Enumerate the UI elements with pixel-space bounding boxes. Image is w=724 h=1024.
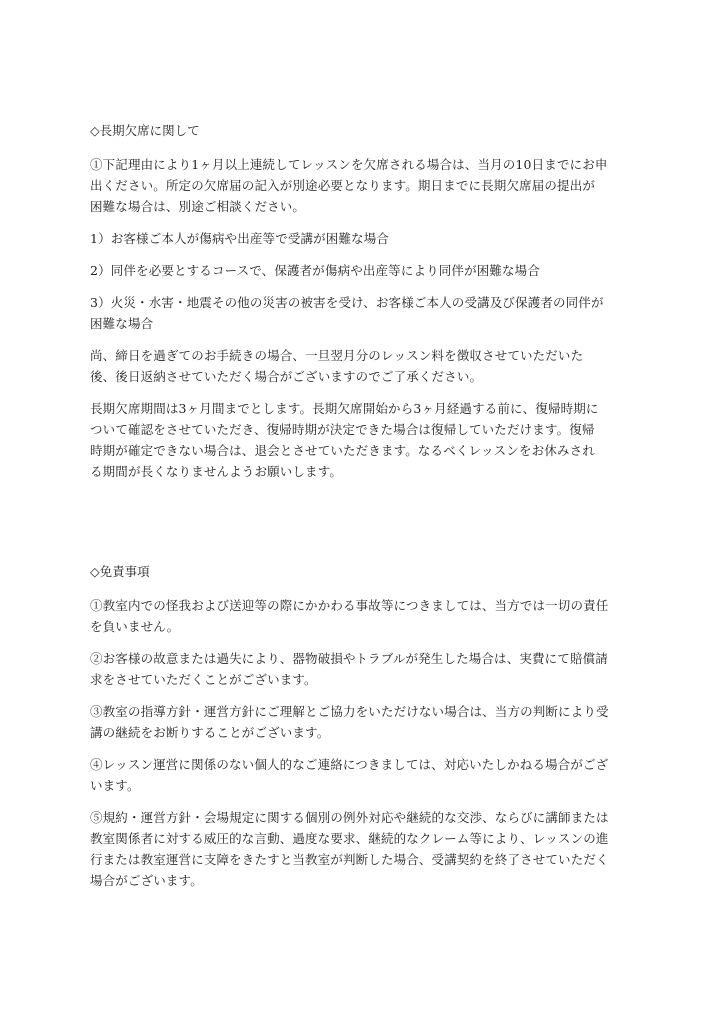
paragraph (90, 154, 646, 217)
paragraph-line: ②お客様の故意または過失により、器物破損やトラブルが発生した場合は、実費にて賠償請 (90, 651, 608, 666)
paragraph (90, 345, 646, 387)
paragraph-line: 3）火災・水害・地震その他の災害の被害を受け、お客様ご本人の受講及び保護者の同伴が (90, 295, 604, 310)
paragraph-line: 場合がございます。 (90, 873, 203, 888)
paragraph-line: を負いません。 (90, 619, 180, 634)
paragraph (90, 260, 646, 281)
paragraph (90, 292, 646, 334)
paragraph-line: 講の継続をお断りすることがございます。 (90, 725, 330, 740)
paragraph-line: 求をさせていただくことがございます。 (90, 672, 317, 687)
paragraph-line: 教室関係者に対する威圧的な言動、過度な要求、継続的なクレーム等により、レッスンの進 (90, 831, 609, 846)
paragraph-line: ①教室内での怪我および送迎等の際にかかわる事故等につきましては、当方では一切の責任 (90, 598, 609, 613)
paragraph-line: 困難な場合は、別途ご相談ください。 (90, 199, 306, 214)
paragraph-line: ④レッスン運営に関係のない個人的なご連絡につきましては、対応いたしかねる場合がござ (90, 757, 609, 772)
paragraph-line: います。 (90, 778, 140, 793)
paragraph-line: 尚、締日を過ぎてのお手続きの場合、一旦翌月分のレッスン料を徴収させていただいた (90, 348, 584, 363)
paragraph-line: 出ください。所定の欠席届の記入が別途必要となります。期日までに長期欠席届の提出が (90, 178, 596, 193)
paragraph (90, 648, 646, 690)
disclaimer-paragraphs (90, 595, 646, 891)
long-absence-paragraphs (90, 154, 646, 482)
paragraph (90, 807, 646, 891)
paragraph-line: 2）同伴を必要とするコースで、保護者が傷病や出産等により同伴が困難な場合 (90, 263, 540, 278)
paragraph-line: ついて確認をさせていただき、復帰時期が決定できた場合は復帰していただけます。復帰 (90, 422, 595, 437)
paragraph (90, 754, 646, 796)
long-absence-section (90, 122, 646, 493)
paragraph-line: 時期が確定できない場合は、退会とさせていただきます。なるべくレッスンをお休みされ (90, 443, 595, 458)
paragraph-line: ⑤規約・運営方針・会場規定に関する個別の例外対応や継続的な交渉、ならびに講師または (90, 810, 609, 825)
paragraph (90, 595, 646, 637)
paragraph-line: ③教室の指導方針・運営方針にご理解とご協力をいただけない場合は、当方の判断により受 (90, 704, 609, 719)
disclaimer-section (90, 563, 646, 902)
paragraph-line: 困難な場合 (90, 316, 154, 331)
paragraph-line: ①下記理由により1ヶ月以上連続してレッスンを欠席される場合は、当月の10日までにお申 (90, 157, 608, 172)
paragraph-line: 後、後日返納させていただく場合がございますのでご了承ください。 (90, 369, 483, 384)
disclaimer-heading: ◇免責事項 (90, 564, 150, 579)
paragraph-line: 長期欠席期間は3ヶ月間までとします。長期欠席開始から3ヶ月経過する前に、復帰時期に (90, 401, 599, 416)
paragraph-line: 1）お客様ご本人が傷病や出産等で受講が困難な場合 (90, 231, 390, 246)
paragraph-line: る期間が長くなりませんようお願いします。 (90, 464, 343, 479)
paragraph (90, 701, 646, 743)
paragraph (90, 228, 646, 249)
paragraph-line: 行または教室運営に支障をきたすと当教室が判断した場合、受講契約を終了させていただく (90, 852, 609, 867)
paragraph (90, 398, 646, 482)
long-absence-heading: ◇長期欠席に関して (90, 123, 200, 138)
